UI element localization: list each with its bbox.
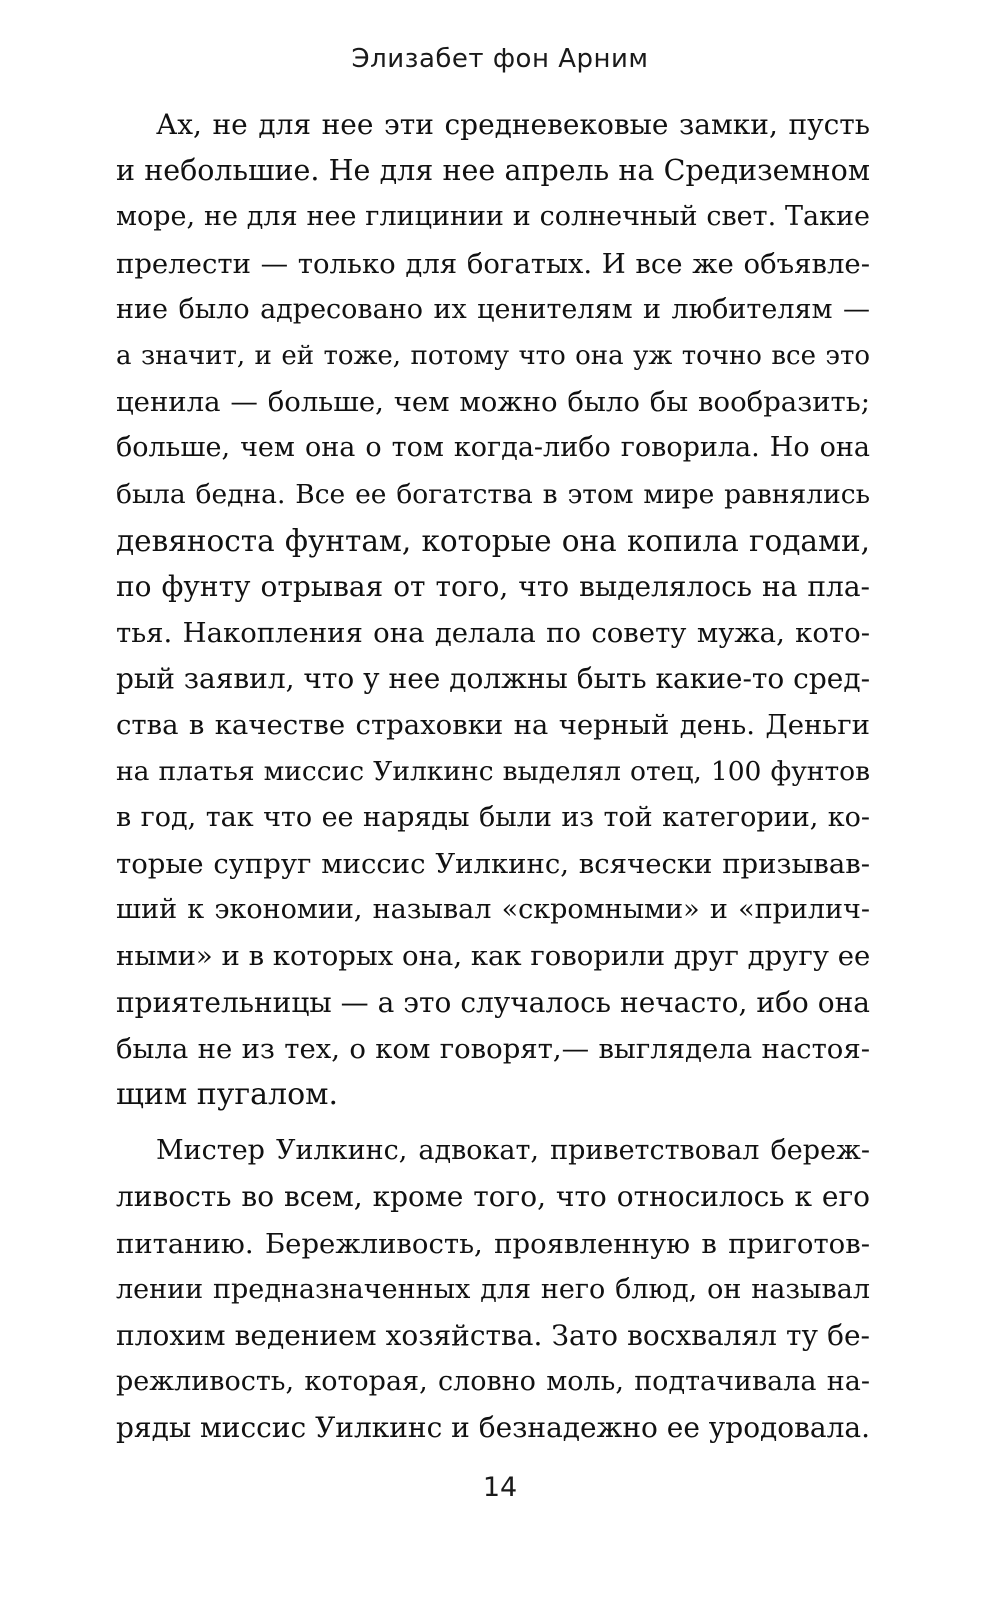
text-line: была бедна. Все ее богатства в этом мире равнялись bbox=[116, 478, 870, 510]
text-line: была не из тех, о ком говорят,— выглядела настоя- bbox=[116, 1032, 870, 1065]
text-line: море, не для нее глицинии и солнечный свет. Такие bbox=[116, 201, 870, 233]
text-line: щим пугалом. bbox=[116, 1076, 338, 1112]
paragraph-gap bbox=[116, 1118, 870, 1128]
text-line: приятельницы — а это случалось нечасто, ибо она bbox=[116, 985, 870, 1019]
running-header: Элизабет фон Арним bbox=[351, 44, 649, 74]
text-line: девяноста фунтам, которые она копила годами, bbox=[116, 523, 870, 558]
page-number: 14 bbox=[482, 1472, 518, 1503]
text-line: торые супруг миссис Уилкинс, всячески призывав- bbox=[116, 848, 870, 880]
text-line: и небольшие. Не для нее апрель на Средиземном bbox=[116, 154, 870, 188]
text-line: прелести — только для богатых. И все же объявле- bbox=[116, 247, 870, 280]
text-line: ливость во всем, кроме того, что относилось к его bbox=[116, 1180, 870, 1214]
text-line: тья. Накопления она делала по совету мужа, кото- bbox=[116, 617, 870, 650]
body-text bbox=[116, 102, 870, 1451]
text-line: ства в качестве страховки на черный день. Деньги bbox=[116, 709, 870, 742]
text-line: питанию. Бережливость, проявленную в приготов- bbox=[116, 1227, 870, 1260]
text-line: на платья миссис Уилкинс выделял отец, 100 фунтов bbox=[116, 755, 870, 787]
text-line: ными» и в которых она, как говорили друг другу ее bbox=[116, 940, 871, 973]
text-line: ший к экономии, называл «скромными» и «прилич- bbox=[116, 894, 870, 926]
text-line: ние было адресовано их ценителям и любителям — bbox=[116, 293, 870, 325]
text-line: Ах, не для нее эти средневековые замки, пусть bbox=[156, 108, 870, 141]
text-line: больше, чем она о том когда-либо говорила. Но она bbox=[116, 432, 870, 464]
paragraph bbox=[116, 102, 870, 1118]
text-line: Мистер Уилкинс, адвокат, приветствовал береж- bbox=[156, 1135, 870, 1167]
text-line: режливость, которая, словно моль, подтачивала на- bbox=[116, 1366, 870, 1398]
text-line: по фунту отрывая от того, что выделялось на пла- bbox=[116, 569, 870, 603]
text-line: в год, так что ее наряды были из той категории, ко- bbox=[116, 801, 870, 833]
text-line: лении предназначенных для него блюд, он называл bbox=[116, 1273, 870, 1305]
text-line: ряды миссис Уилкинс и безнадежно ее уродовала. bbox=[116, 1411, 870, 1445]
text-line: ценила — больше, чем можно было бы вообразить; bbox=[116, 386, 870, 419]
text-line: плохим ведением хозяйства. Зато восхвалял ту бе- bbox=[116, 1318, 870, 1352]
text-line: рый заявил, что у нее должны быть какие-то сред- bbox=[116, 662, 871, 696]
paragraph bbox=[116, 1128, 870, 1451]
text-line: а значит, и ей тоже, потому что она уж точно все это bbox=[116, 340, 870, 371]
